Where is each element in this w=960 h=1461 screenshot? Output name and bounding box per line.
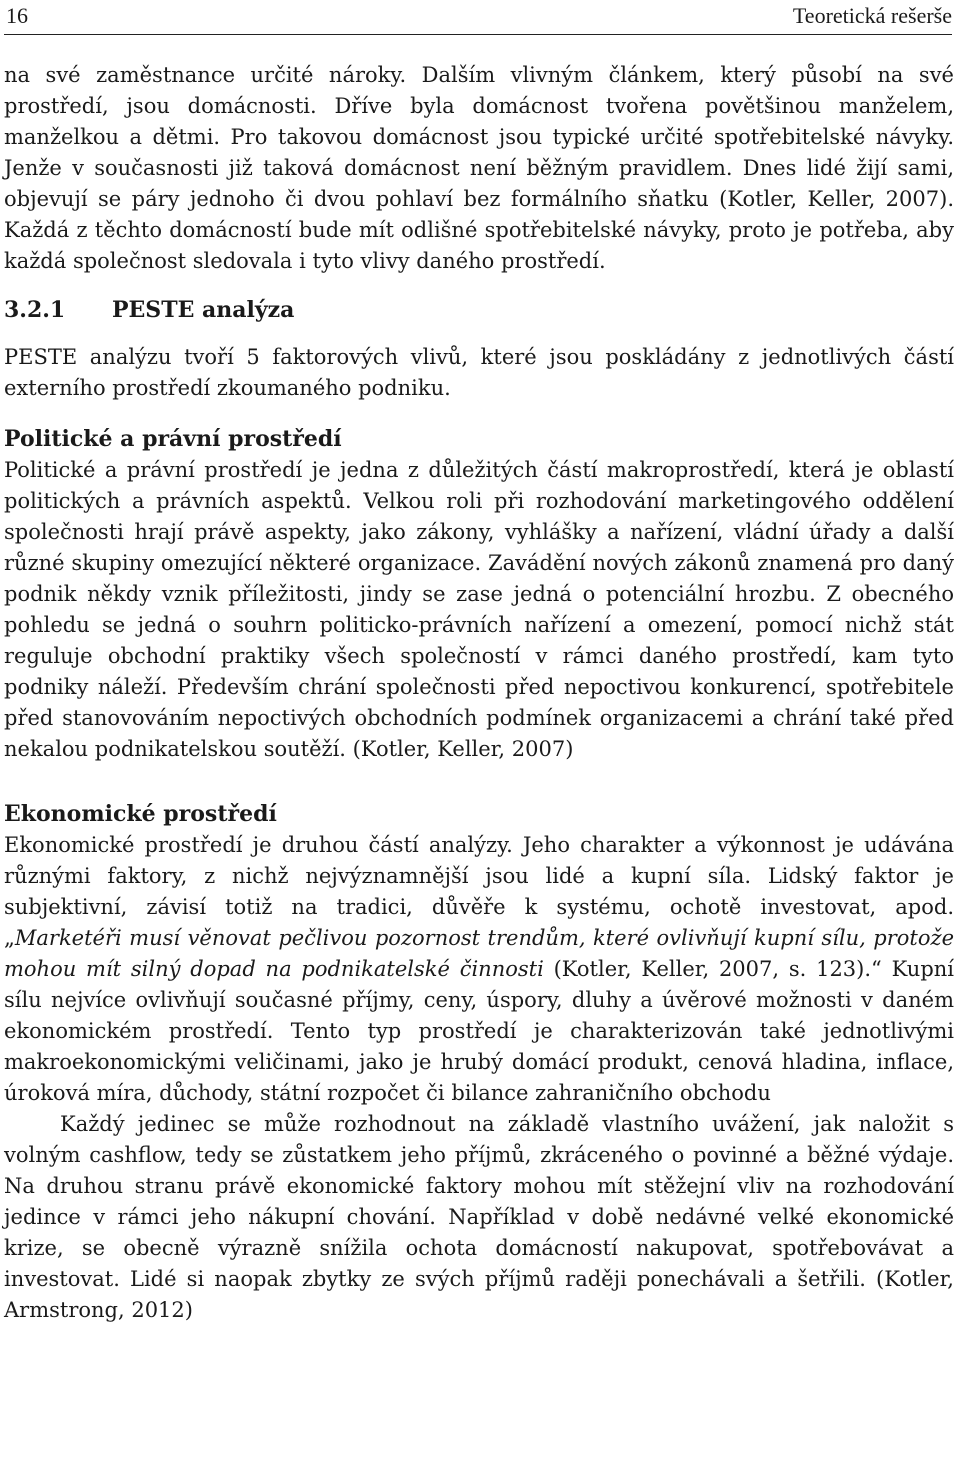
section-title: PESTE analýza (112, 297, 295, 323)
paragraph-economic (4, 830, 954, 1109)
section-heading (4, 295, 954, 326)
subheading-political: Politické a právní prostředí (4, 426, 342, 452)
economic-quote: Marketéři musí věnovat pečlivou pozornost trendům, které ovlivňují kupní sílu, protože mohou mít silný dopad na podnikatelské činnosti (4, 926, 954, 981)
economic-text-a: Ekonomické prostředí je druhou částí analýzy. Jeho charakter a výkonnost je udávána různými faktory, z nichž nejvýznamnější jsou lidé a kupní síla. Lidský faktor je subjektivní, závisí totiž na tradici, důvěře k systému, ochotě investovat, apod. „ (4, 833, 954, 950)
paragraph-cashflow: Každý jedinec se může rozhodnout na základě vlastního uvážení, jak naložit s volným cashflow, tedy se zůstatkem jeho příjmů, zkráceného o povinné a běžné výdaje. Na druhou stranu právě ekonomické faktory mohou mít stěžejní vliv na rozhodování jedince v rámci jeho nákupní chování. Například v době nedávné velké ekonomické krize, se obecně výrazně snížila ochota domácností nakupovat, spotřebovávat a investovat. Lidé si naopak zbytky ze svých příjmů raději ponechávali a šetřili. (Kotler, Armstrong, 2012) (4, 1112, 954, 1322)
section-number: 3.2.1 (4, 297, 66, 323)
paragraph-political: Politické a právní prostředí je jedna z důležitých částí makroprostředí, která je oblastí politických a právních aspektů. Velkou roli při rozhodování marketingového oddělení společnosti hrají právě aspekty, jako zákony, vyhlášky a nařízení, vládní úřady a další různé skupiny omezující některé organizace. Zavádění nových zákonů znamená pro daný podnik někdy vznik příležitosti, jindy se zase jedná o potenciální hrozbu. Z obecného pohledu se jedná o souhrn politicko-právních nařízení a omezení, pomocí nichž stát reguluje obchodní praktiky všech společností v rámci daného prostředí, kam tyto podniky náleží. Především chrání společnosti před nepoctivou konkurencí, spotřebitele před stanovováním nepoctivých obchodních podmínek organizacemi a chrání také před nekalou podnikatelskou soutěží. (Kotler, Keller, 2007) (4, 458, 954, 761)
page-number: 16 (6, 3, 28, 28)
page-body (4, 60, 954, 1326)
economic-text-b: (Kotler, Keller, 2007, s. 123).“ Kupní sílu nejvíce ovlivňují současné příjmy, ceny, úspory, dluhy a úvěrové možnosti v daném ekonomickém prostředí. Tento typ prostředí je charakterizován také jednotlivými makroekonomickými veličinami, jako je hrubý domácí produkt, cenová hladina, inflace, úroková míra, důchody, státní rozpočet či bilance zahraničního obchodu (4, 957, 954, 1105)
page-header (4, 2, 952, 35)
paragraph-households: na své zaměstnance určité nároky. Dalším vlivným článkem, který působí na své prostředí, jsou domácnosti. Dříve byla domácnost tvořena povětšinou manželem, manželkou a dětmi. Pro takovou domácnost jsou typické určité spotřebitelské návyky. Jenže v současnosti již taková domácnost není běžným pravidlem. Dnes lidé žijí sami, objevují se páry jednoho či dvou pohlaví bez formálního sňatku (Kotler, Keller, 2007). Každá z těchto domácností bude mít odlišné spotřebitelské návyky, proto je potřeba, aby každá společnost sledovala i tyto vlivy daného prostředí. (4, 63, 954, 273)
running-title: Teoretická rešerše (792, 3, 952, 28)
subheading-economic: Ekonomické prostředí (4, 801, 277, 827)
paragraph-peste-intro: PESTE analýzu tvoří 5 faktorových vlivů, které jsou poskládány z jednotlivých částí externího prostředí zkoumaného podniku. (4, 345, 954, 400)
